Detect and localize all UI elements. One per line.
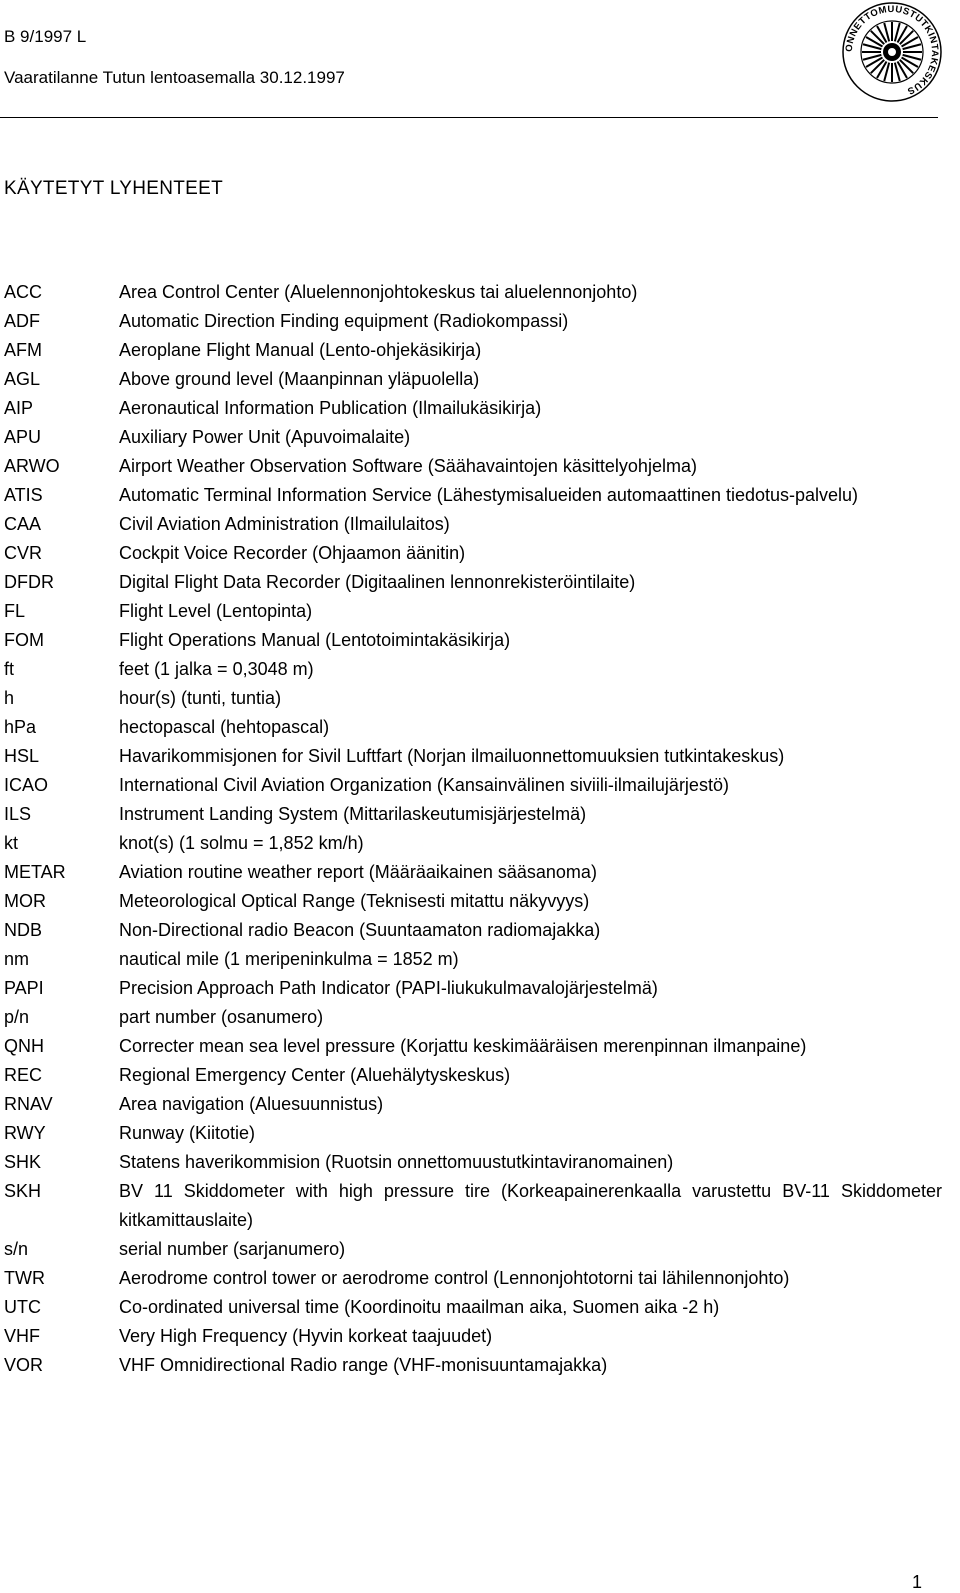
abbreviation-code: ATIS: [4, 485, 43, 505]
abbreviation-row: [0, 974, 950, 1003]
abbreviation-code: AGL: [4, 369, 41, 389]
abbreviation-code: METAR: [4, 862, 66, 882]
abbreviation-list: [0, 278, 950, 1380]
abbreviation-code: NDB: [4, 920, 43, 940]
abbreviation-code: UTC: [4, 1297, 41, 1317]
abbreviation-definition: Instrument Landing System (Mittarilaskeutumisjärjestelmä): [119, 804, 587, 824]
abbreviation-code: ARWO: [4, 456, 60, 476]
abbreviation-row: [0, 945, 950, 974]
abbreviation-definition: hour(s) (tunti, tuntia): [119, 688, 282, 708]
abbreviation-definition: Flight Level (Lentopinta): [119, 601, 313, 621]
abbreviation-definition: Regional Emergency Center (Aluehälytyskeskus): [119, 1065, 511, 1085]
abbreviation-definition: Very High Frequency (Hyvin korkeat taajuudet): [119, 1326, 493, 1346]
abbreviation-row: [0, 713, 950, 742]
abbreviation-row: [0, 336, 950, 365]
abbreviation-code: APU: [4, 427, 42, 447]
abbreviation-row: [0, 568, 950, 597]
abbreviation-definition: Digital Flight Data Recorder (Digitaalinen lennonrekisteröintilaite): [119, 572, 636, 592]
abbreviation-row: [0, 916, 950, 945]
svg-text:ONNETTOMUUSTUTKINTAKESKUS: ONNETTOMUUSTUTKINTAKESKUS: [843, 3, 941, 97]
abbreviation-code: p/n: [4, 1007, 30, 1027]
abbreviation-code: SKH: [4, 1181, 42, 1201]
abbreviation-code: CAA: [4, 514, 42, 534]
abbreviation-row: [0, 1235, 950, 1264]
abbreviation-code: QNH: [4, 1036, 44, 1056]
abbreviation-row: [0, 1177, 950, 1235]
abbreviation-row: [0, 858, 950, 887]
abbreviation-definition: Aeroplane Flight Manual (Lento-ohjekäsikirja): [119, 340, 482, 360]
abbreviation-row: [0, 1090, 950, 1119]
abbreviation-code: ACC: [4, 282, 43, 302]
abbreviation-code: RNAV: [4, 1094, 53, 1114]
abbreviation-row: [0, 771, 950, 800]
abbreviation-definition: Meteorological Optical Range (Teknisesti mitattu näkyvyys): [119, 891, 590, 911]
abbreviation-code: CVR: [4, 543, 43, 563]
abbreviation-definition: Aeronautical Information Publication (Ilmailukäsikirja): [119, 398, 542, 418]
abbreviation-row: [0, 1032, 950, 1061]
report-subtitle: Vaaratilanne Tutun lentoasemalla 30.12.1997: [4, 68, 345, 87]
abbreviation-definition: Aerodrome control tower or aerodrome control (Lennonjohtotorni tai lähilennonjohto): [119, 1268, 790, 1288]
abbreviation-definition: Civil Aviation Administration (Ilmailulaitos): [119, 514, 450, 534]
abbreviation-code: MOR: [4, 891, 46, 911]
abbreviation-code: PAPI: [4, 978, 44, 998]
abbreviation-row: [0, 626, 950, 655]
abbreviation-row: [0, 539, 950, 568]
page-title: KÄYTETYT LYHENTEET: [4, 178, 224, 199]
abbreviation-code: FL: [4, 601, 26, 621]
abbreviation-code: s/n: [4, 1239, 29, 1259]
abbreviation-code: VHF: [4, 1326, 40, 1346]
abbreviation-row: [0, 742, 950, 771]
abbreviation-row: [0, 1322, 950, 1351]
abbreviation-row: [0, 481, 950, 510]
abbreviation-definition: Aviation routine weather report (Määräaikainen sääsanoma): [119, 862, 597, 882]
abbreviation-definition: feet (1 jalka = 0,3048 m): [119, 659, 314, 679]
abbreviation-code: REC: [4, 1065, 43, 1085]
abbreviation-definition: Area navigation (Aluesuunnistus): [119, 1094, 384, 1114]
abbreviation-definition: BV 11 Skiddometer with high pressure tire (Korkeapainerenkaalla varustettu BV-11 Skiddometer kitkamittauslaite): [119, 1181, 942, 1230]
abbreviation-code: FOM: [4, 630, 44, 650]
abbreviation-row: [0, 1293, 950, 1322]
abbreviation-definition: International Civil Aviation Organization (Kansainvälinen siviili-ilmailujärjestö): [119, 775, 729, 795]
abbreviation-definition: Havarikommisjonen for Sivil Luftfart (Norjan ilmailuonnettomuuksien tutkintakeskus): [119, 746, 785, 766]
header-divider: [0, 117, 938, 118]
abbreviation-definition: Automatic Terminal Information Service (Lähestymisalueiden automaattinen tiedotus-palvelu): [119, 485, 859, 505]
abbreviation-definition: knot(s) (1 solmu = 1,852 km/h): [119, 833, 364, 853]
abbreviation-code: ICAO: [4, 775, 49, 795]
abbreviation-code: h: [4, 688, 15, 708]
abbreviation-code: SHK: [4, 1152, 42, 1172]
abbreviation-definition: Non-Directional radio Beacon (Suuntaamaton radiomajakka): [119, 920, 601, 940]
abbreviation-row: [0, 1351, 950, 1380]
abbreviation-definition: Precision Approach Path Indicator (PAPI-liukukulmavalojärjestelmä): [119, 978, 658, 998]
abbreviation-code: ILS: [4, 804, 32, 824]
abbreviation-definition: Airport Weather Observation Software (Säähavaintojen käsittelyohjelma): [119, 456, 697, 476]
abbreviation-code: AFM: [4, 340, 42, 360]
abbreviation-row: [0, 307, 950, 336]
abbreviation-definition: Correcter mean sea level pressure (Korjattu keskimääräisen merenpinnan ilmanpaine): [119, 1036, 807, 1056]
abbreviation-definition: Area Control Center (Aluelennonjohtokeskus tai aluelennonjohto): [119, 282, 638, 302]
abbreviation-definition: Cockpit Voice Recorder (Ohjaamon äänitin): [119, 543, 466, 563]
abbreviation-definition: Above ground level (Maanpinnan yläpuolella): [119, 369, 480, 389]
abbreviation-code: HSL: [4, 746, 40, 766]
abbreviation-row: [0, 1119, 950, 1148]
page-number: 1: [912, 1572, 923, 1592]
abbreviation-row: [0, 655, 950, 684]
abbreviation-row: [0, 887, 950, 916]
report-id: B 9/1997 L: [4, 27, 87, 46]
abbreviation-row: [0, 423, 950, 452]
abbreviation-row: [0, 1148, 950, 1177]
abbreviation-code: ft: [4, 659, 15, 679]
agency-seal-logo: [840, 0, 944, 104]
abbreviation-row: [0, 800, 950, 829]
abbreviation-code: AIP: [4, 398, 34, 418]
abbreviation-definition: part number (osanumero): [119, 1007, 324, 1027]
abbreviation-definition: Automatic Direction Finding equipment (Radiokompassi): [119, 311, 569, 331]
abbreviation-row: [0, 1003, 950, 1032]
abbreviation-code: DFDR: [4, 572, 54, 592]
abbreviation-code: TWR: [4, 1268, 45, 1288]
abbreviation-definition: Statens haverikommision (Ruotsin onnettomuustutkintaviranomainen): [119, 1152, 674, 1172]
abbreviation-code: RWY: [4, 1123, 46, 1143]
abbreviation-row: [0, 394, 950, 423]
abbreviation-definition: nautical mile (1 meripeninkulma = 1852 m): [119, 949, 459, 969]
abbreviation-row: [0, 597, 950, 626]
abbreviation-code: VOR: [4, 1355, 44, 1375]
abbreviation-code: ADF: [4, 311, 40, 331]
abbreviation-code: kt: [4, 833, 19, 853]
abbreviation-definition: serial number (sarjanumero): [119, 1239, 346, 1259]
abbreviation-row: [0, 510, 950, 539]
abbreviation-definition: Runway (Kiitotie): [119, 1123, 256, 1143]
abbreviation-row: [0, 829, 950, 858]
abbreviation-definition: Auxiliary Power Unit (Apuvoimalaite): [119, 427, 411, 447]
abbreviation-row: [0, 1061, 950, 1090]
abbreviation-definition: Co-ordinated universal time (Koordinoitu maailman aika, Suomen aika -2 h): [119, 1297, 720, 1317]
abbreviation-code: hPa: [4, 717, 37, 737]
abbreviation-row: [0, 452, 950, 481]
abbreviation-row: [0, 1264, 950, 1293]
abbreviation-definition: VHF Omnidirectional Radio range (VHF-monisuuntamajakka): [119, 1355, 608, 1375]
abbreviation-row: [0, 278, 950, 307]
abbreviation-row: [0, 365, 950, 394]
abbreviation-row: [0, 684, 950, 713]
abbreviation-code: nm: [4, 949, 30, 969]
abbreviation-definition: hectopascal (hehtopascal): [119, 717, 330, 737]
abbreviation-definition: Flight Operations Manual (Lentotoimintakäsikirja): [119, 630, 511, 650]
